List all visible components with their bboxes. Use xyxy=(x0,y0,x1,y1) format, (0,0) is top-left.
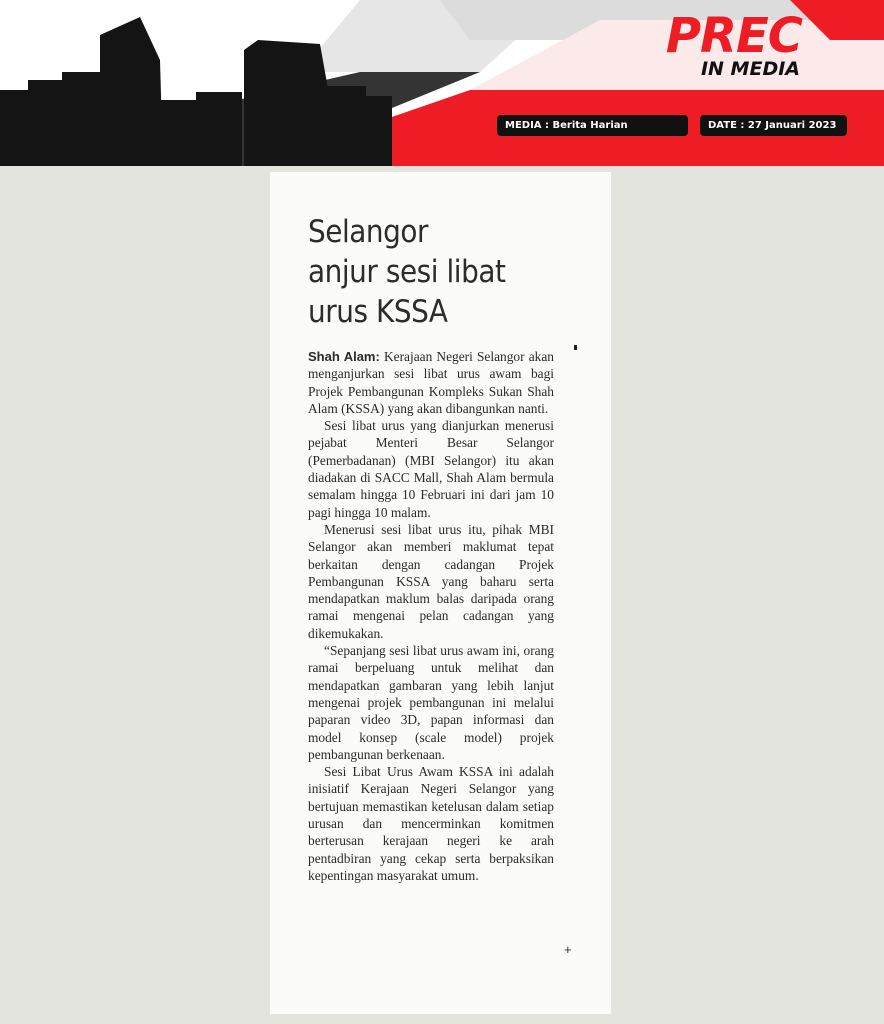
newspaper-clipping xyxy=(270,172,611,1014)
article xyxy=(308,206,568,883)
logo-subtitle: IN MEDIA xyxy=(700,58,800,80)
dateline: Shah Alam: xyxy=(308,349,380,364)
prec-logo: PREC xyxy=(665,8,802,64)
print-mark xyxy=(574,345,577,350)
article-headline xyxy=(308,212,569,332)
article-paragraph: “Sepanjang sesi libat urus awam ini, orang ramai berpeluang untuk melihat dan mendapatkan gambaran yang lebih lanjut mengenai projek pembangunan ini melalui paparan video 3D, papan informasi dan model konsep (scale model) projek pembangunan berkenaan. xyxy=(308,643,554,762)
end-mark: + xyxy=(564,942,572,957)
media-badge: MEDIA : Berita Harian xyxy=(497,115,688,136)
date-badge: DATE : 27 Januari 2023 xyxy=(700,115,847,136)
article-paragraph: Shah Alam: Kerajaan Negeri Selangor akan menganjurkan sesi libat urus awam bagi Projek Pembangunan Kompleks Sukan Shah Alam (KSSA) yang akan dibangunkan nanti. xyxy=(308,349,555,416)
headline-line: Selangor xyxy=(308,214,429,250)
article-paragraph: Sesi libat urus yang dianjurkan menerusi pejabat Menteri Besar Selangor (Pemerbadanan) (MBI Selangor) itu akan diadakan di SACC Mall, Shah Alam bermula semalam hingga 10 Februari ini dari jam 10 pagi hingga 10 malam. xyxy=(308,418,554,520)
headline-line: anjur sesi libat xyxy=(308,254,506,290)
header-banner xyxy=(0,0,884,166)
article-paragraph: Menerusi sesi libat urus itu, pihak MBI Selangor akan memberi maklumat tepat berkaitan dengan cadangan Projek Pembangunan KSSA yang baharu serta mendapatkan maklum balas daripada orang ramai mengenai pelan cadangan yang dikemukakan. xyxy=(308,521,554,641)
headline-line: urus KSSA xyxy=(308,294,448,330)
article-paragraph: Sesi Libat Urus Awam KSSA ini adalah inisiatif Kerajaan Negeri Selangor yang bertujuan memastikan ketelusan dalam setiap urusan dan mencerminkan komitmen berterusan kerajaan negeri ke arah pentadbiran yang cekap serta berpaksikan kepentingan masyarakat umum. xyxy=(308,764,554,883)
article-body xyxy=(308,348,554,884)
